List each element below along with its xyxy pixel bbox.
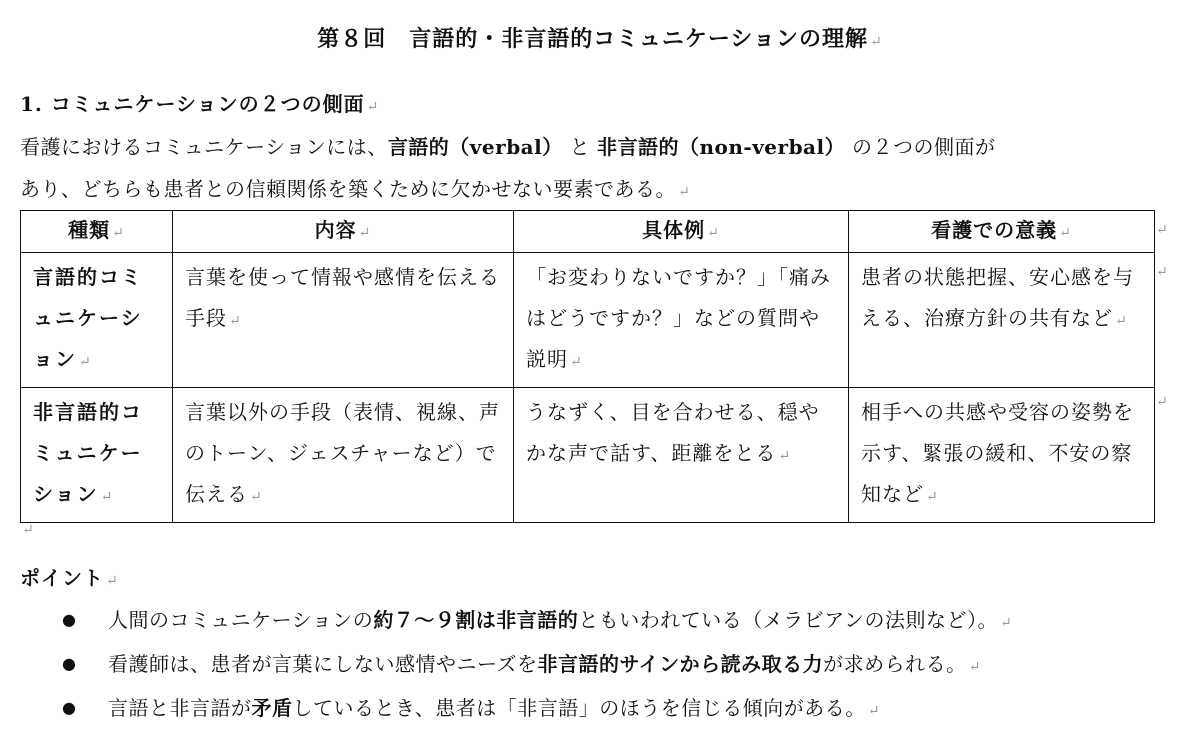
table-cell-example: [514, 253, 849, 388]
table-header-cell: [173, 211, 514, 253]
paragraph-mark-icon: ↵: [968, 659, 981, 675]
row-end-mark-icon: ↵: [1156, 222, 1168, 238]
row-end-mark-icon: ↵: [1156, 394, 1168, 410]
point-bold-text: 矛盾: [251, 696, 293, 720]
row-end-mark-icon: ↵: [1156, 264, 1168, 280]
document-title-text: 第８回 言語的・非言語的コミュニケーションの理解: [317, 26, 868, 52]
intro-line-2: [20, 168, 1185, 213]
header-meaning: 看護での意義: [931, 218, 1058, 242]
empty-paragraph: [22, 522, 34, 538]
paragraph-mark-icon: ↵: [1000, 615, 1013, 631]
paragraph-mark-icon: ↵: [366, 99, 380, 115]
intro-text: と: [562, 135, 597, 159]
paragraph-mark-icon: ↵: [1059, 225, 1072, 241]
paragraph-mark-icon: ↵: [79, 354, 93, 370]
points-heading: [20, 562, 119, 591]
paragraph-mark-icon: ↵: [1115, 313, 1128, 329]
cell-text: 言語的コミュニケーション: [33, 265, 143, 371]
intro-text: の２つの側面が: [845, 135, 996, 159]
list-item: [20, 600, 1190, 644]
intro-text: あり、どちらも患者との信頼関係を築くために欠かせない要素である。: [20, 177, 676, 201]
table-row: [21, 388, 1155, 523]
document-title: [0, 22, 1200, 53]
table-header-cell: [21, 211, 173, 253]
paragraph-mark-icon: ↵: [778, 448, 792, 464]
point-text: が求められる。: [823, 652, 967, 676]
point-text: 人間のコミュニケーションの: [108, 608, 374, 632]
header-example: 具体例: [642, 218, 706, 242]
paragraph-mark-icon: ↵: [229, 313, 242, 329]
paragraph-mark-icon: ↵: [926, 489, 939, 505]
cell-text: 言葉を使って情報や感情を伝える手段: [185, 265, 500, 330]
section-heading: [20, 88, 379, 117]
cell-text: 相手への共感や受容の姿勢を示す、緊張の緩和、不安の察知など: [861, 400, 1134, 506]
paragraph-mark-icon: ↵: [106, 573, 119, 589]
paragraph-mark-icon: ↵: [100, 489, 115, 505]
table-header-cell: [849, 211, 1155, 253]
table-header-cell: [514, 211, 849, 253]
table-cell-kind: [21, 388, 173, 523]
list-item: [20, 644, 1190, 688]
table-cell-kind: [21, 253, 173, 388]
header-content: 内容: [314, 218, 357, 242]
point-bold-text: 非言語的サインから読み取る力: [537, 652, 824, 676]
point-bold-text: 約７〜９割は非言語的: [373, 608, 579, 632]
header-kind: 種類: [68, 218, 111, 242]
intro-text: 看護におけるコミュニケーションには、: [20, 135, 388, 159]
cell-text: 非言語的コミュニケーション: [33, 400, 143, 506]
list-item: [20, 688, 1190, 732]
intro-paragraph: [20, 126, 1185, 213]
table-row: [21, 253, 1155, 388]
points-list: [20, 600, 1190, 732]
paragraph-mark-icon: ↵: [867, 703, 880, 719]
point-text: ともいわれている（メラビアンの法則など）。: [578, 608, 999, 632]
intro-bold-nonverbal: 非言語的（non-verbal）: [596, 135, 846, 159]
cell-text: 言葉以外の手段（表情、視線、声のトーン、ジェスチャーなど）で伝える: [185, 400, 500, 506]
point-text: 言語と非言語が: [108, 696, 252, 720]
paragraph-mark-icon: ↵: [250, 489, 263, 505]
cell-text: 患者の状態把握、安心感を与える、治療方針の共有など: [861, 265, 1134, 330]
table-cell-content: [173, 388, 514, 523]
paragraph-mark-icon: ↵: [22, 522, 34, 538]
point-text: しているとき、患者は「非言語」のほうを信じる傾向がある。: [292, 696, 866, 720]
communication-table: [20, 210, 1155, 523]
table-cell-example: [514, 388, 849, 523]
bullet-icon: ●: [62, 698, 77, 717]
paragraph-mark-icon: ↵: [112, 225, 125, 241]
intro-bold-verbal: 言語的（verbal）: [387, 135, 563, 159]
cell-text: うなずく、目を合わせる、穏やかな声で話す、距離をとる: [526, 400, 820, 465]
paragraph-mark-icon: ↵: [869, 34, 883, 50]
paragraph-mark-icon: ↵: [678, 184, 691, 200]
intro-line-1: [20, 126, 1185, 168]
bullet-icon: ●: [62, 610, 77, 629]
section-heading-text: 1. コミュニケーションの２つの側面: [20, 92, 365, 116]
paragraph-mark-icon: ↵: [707, 225, 720, 241]
points-heading-text: ポイント: [20, 566, 104, 590]
table-cell-meaning: [849, 253, 1155, 388]
table-cell-content: [173, 253, 514, 388]
cell-text: 「お変わりないですか？」「痛みはどうですか？」などの質問や説明: [526, 265, 831, 371]
point-text: 看護師は、患者が言葉にしない感情やニーズを: [108, 652, 538, 676]
bullet-icon: ●: [62, 654, 77, 673]
table-header-row: [21, 211, 1155, 253]
table-cell-meaning: [849, 388, 1155, 523]
paragraph-mark-icon: ↵: [358, 225, 372, 241]
paragraph-mark-icon: ↵: [570, 354, 583, 370]
